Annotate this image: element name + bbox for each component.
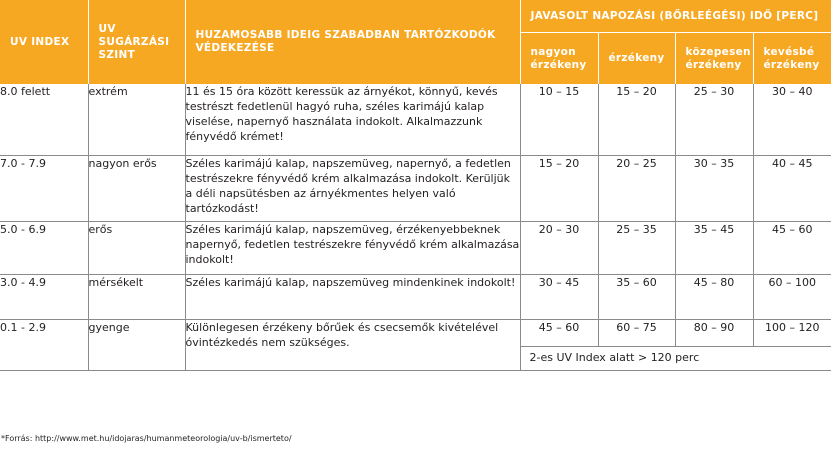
header-uv-level: UV SUGÁRZÁSI SZINT — [88, 0, 185, 84]
time-cell: 10 – 15 — [520, 84, 598, 156]
header-sensitive: érzékeny — [598, 33, 675, 85]
time-cell: 100 – 120 — [753, 320, 831, 347]
uv-index-cell: 3.0 - 4.9 — [0, 275, 88, 320]
time-cell: 15 – 20 — [520, 156, 598, 222]
protection-cell: Széles karimájú kalap, napszemüveg mindenkinek indokolt! — [185, 275, 520, 320]
time-cell: 40 – 45 — [753, 156, 831, 222]
time-cell: 35 – 45 — [675, 222, 753, 275]
header-medium-sensitive: közepesen érzékeny — [675, 33, 753, 85]
time-cell: 45 – 60 — [520, 320, 598, 347]
header-protection: HUZAMOSABB IDEIG SZABADBAN TARTÓZKODÓK VÉDEKEZÉSE — [185, 0, 520, 84]
uv-level-cell: mérsékelt — [88, 275, 185, 320]
table-row — [0, 222, 831, 275]
time-cell: 30 – 35 — [675, 156, 753, 222]
uv-index-cell: 5.0 - 6.9 — [0, 222, 88, 275]
time-cell: 60 – 75 — [598, 320, 675, 347]
time-cell: 60 – 100 — [753, 275, 831, 320]
protection-cell: Széles karimájú kalap, napszemüveg, érzékenyebbeknek napernyő, fedetlen testrészekre fényvédő krém alkalmazása indokolt! — [185, 222, 520, 275]
time-cell: 80 – 90 — [675, 320, 753, 347]
uv-index-cell: 7.0 - 7.9 — [0, 156, 88, 222]
time-cell: 25 – 35 — [598, 222, 675, 275]
time-cell: 25 – 30 — [675, 84, 753, 156]
uv-level-cell: extrém — [88, 84, 185, 156]
table-row — [0, 275, 831, 320]
source-citation: *Forrás: http://www.met.hu/idojaras/humanmeteorologia/uv-b/ismerteto/ — [1, 434, 292, 443]
uv-level-cell: gyenge — [88, 320, 185, 371]
low-uv-note: 2-es UV Index alatt > 120 perc — [520, 347, 831, 371]
time-cell: 30 – 45 — [520, 275, 598, 320]
time-cell: 45 – 80 — [675, 275, 753, 320]
uv-index-cell: 0.1 - 2.9 — [0, 320, 88, 371]
protection-cell: Különlegesen érzékeny bőrűek és csecsemők kivételével óvintézkedés nem szükséges. — [185, 320, 520, 371]
uv-index-cell: 8.0 felett — [0, 84, 88, 156]
header-recommended-time: JAVASOLT NAPOZÁSI (BŐRLEÉGÉSI) IDŐ [PERC] — [520, 0, 831, 33]
header-less-sensitive: kevésbé érzékeny — [753, 33, 831, 85]
time-cell: 20 – 25 — [598, 156, 675, 222]
protection-cell: 11 és 15 óra között keressük az árnyékot, könnyű, kevés testrészt fedetlenül hagyó ruha, széles karimájú kalap viselése, napernyő használata indokolt. Alkalmazzunk fényvédő krémet! — [185, 84, 520, 156]
table-row — [0, 84, 831, 156]
time-cell: 45 – 60 — [753, 222, 831, 275]
header-uv-index: UV INDEX — [0, 0, 88, 84]
protection-cell: Széles karimájú kalap, napszemüveg, napernyő, a fedetlen testrészekre fényvédő krém alkalmazása indokolt. Kerüljük a déli napsütésben az árnyékmentes helyen való tartózkodást! — [185, 156, 520, 222]
uv-level-cell: erős — [88, 222, 185, 275]
time-cell: 30 – 40 — [753, 84, 831, 156]
header-very-sensitive: nagyon érzékeny — [520, 33, 598, 85]
time-cell: 15 – 20 — [598, 84, 675, 156]
table-row — [0, 156, 831, 222]
uv-level-cell: nagyon erős — [88, 156, 185, 222]
time-cell: 20 – 30 — [520, 222, 598, 275]
time-cell: 35 – 60 — [598, 275, 675, 320]
table-row — [0, 320, 831, 347]
